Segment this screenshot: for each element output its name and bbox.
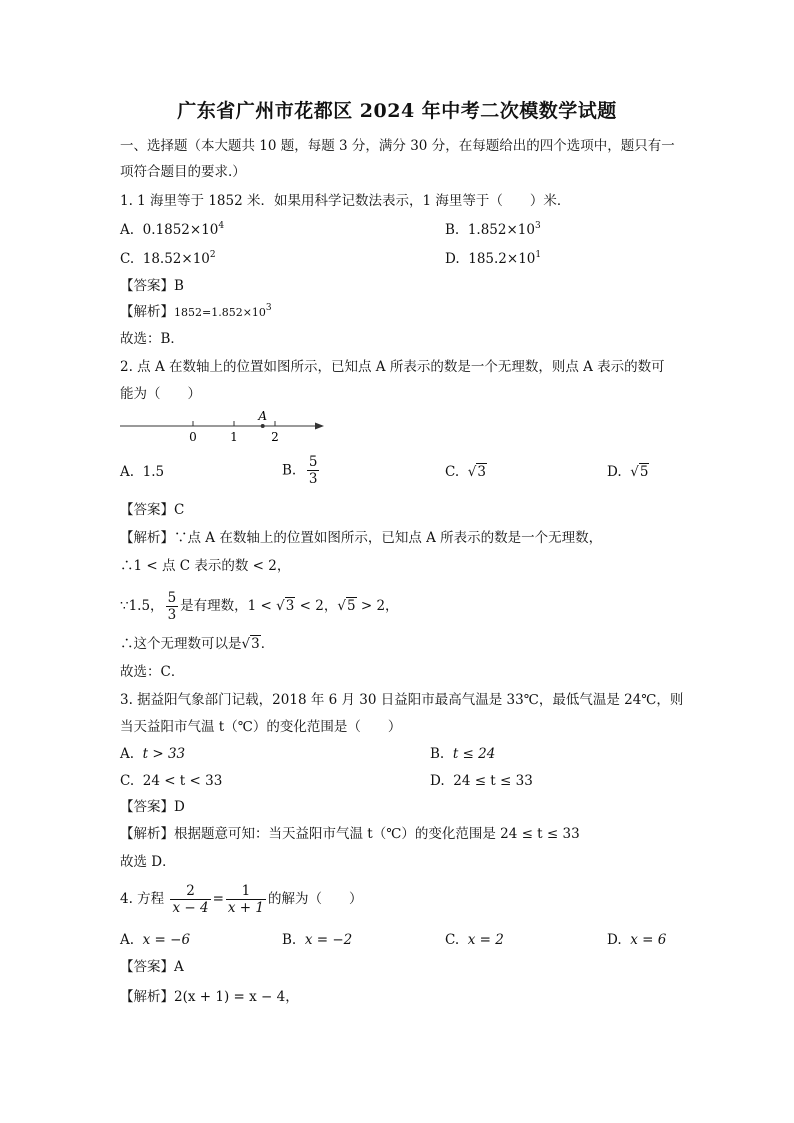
option-label: D. [430, 773, 445, 789]
option-value: t > 33 [142, 746, 186, 762]
stem-text: 4. 方程 [120, 891, 165, 907]
q2-option-d [607, 462, 649, 482]
q4-option-c [445, 930, 504, 950]
radicand: 3 [477, 464, 486, 480]
square-root: √3 [467, 464, 486, 480]
q2-analysis-line-2: ∴1 < 点 C 表示的数 < 2， [120, 558, 291, 574]
fraction-lhs [170, 883, 210, 916]
fraction-rhs [226, 883, 266, 916]
option-value: x = −2 [304, 932, 353, 948]
analysis-text: 是有理数，1 < [180, 598, 272, 614]
option-label: C. [445, 464, 460, 480]
option-label: A. [120, 464, 135, 480]
section-heading-line-2: 项符合题目的要求.） [120, 164, 246, 180]
equals-sign: = [212, 891, 224, 907]
q2-analysis-line-4 [120, 634, 274, 654]
q3-option-b [430, 744, 495, 764]
q1-option-d [445, 249, 541, 269]
q1-option-b [445, 220, 541, 240]
q4-option-a [120, 930, 190, 950]
radicand: 5 [639, 464, 649, 480]
option-label: B. [445, 222, 460, 238]
option-label: B. [282, 462, 297, 479]
stem-text: 的解为（ ） [268, 891, 363, 907]
option-value: 18.52×10 [142, 251, 210, 267]
option-exponent: 1 [535, 250, 542, 260]
q1-option-a [120, 220, 224, 240]
option-value: x = −6 [142, 932, 191, 948]
square-root: √5 [337, 598, 356, 614]
option-value: 1.852×10 [467, 222, 535, 238]
q4-stem [120, 883, 363, 916]
option-label: C. [120, 251, 135, 267]
fraction-numerator: 2 [170, 883, 210, 900]
analysis-exponent: 3 [265, 303, 272, 313]
option-label: D. [607, 464, 622, 480]
option-label: B. [282, 932, 297, 948]
option-value: 0.1852×10 [142, 222, 219, 238]
q1-stem: 1. 1 海里等于 1852 米．如果用科学记数法表示，1 海里等于（ ）米． [120, 193, 571, 209]
q2-analysis-line-1: 【解析】∵点 A 在数轴上的位置如图所示，已知点 A 所表示的数是一个无理数， [120, 530, 603, 546]
q1-analysis [120, 302, 272, 323]
page-title: 广东省广州市花都区 2024 年中考二次模数学试题 [177, 100, 617, 122]
q3-option-d [430, 771, 533, 791]
option-exponent: 3 [534, 221, 541, 231]
fraction-denominator: 3 [308, 471, 318, 487]
analysis-text: ∴这个无理数可以是 [120, 636, 242, 652]
q1-select: 故选：B． [120, 331, 184, 347]
fraction-denominator: 3 [167, 607, 177, 623]
option-label: D. [607, 932, 622, 948]
q2-select: 故选：C． [120, 664, 185, 680]
radicand: 5 [346, 598, 356, 614]
fraction-numerator: 5 [308, 454, 318, 470]
analysis-text: < 2， [299, 598, 338, 614]
q2-option-c [445, 462, 487, 482]
option-label: A. [120, 746, 135, 762]
option-value: 1.5 [142, 464, 165, 480]
option-value: 24 < t < 33 [142, 773, 223, 789]
q3-select: 故选 D． [120, 854, 176, 870]
section-heading-line-1: 一、选择题（本大题共 10 题，每题 3 分，满分 30 分，在每题给出的四个选项中，题只有一 [120, 138, 675, 154]
fraction-denominator: x + 1 [227, 900, 264, 916]
q2-answer: 【答案】C [120, 502, 185, 518]
analysis-text: ． [260, 636, 275, 652]
q2-analysis-line-3 [120, 590, 399, 623]
point-a-dot [261, 424, 265, 428]
q4-answer: 【答案】A [120, 959, 184, 975]
q3-analysis: 【解析】根据题意可知：当天益阳市气温 t（℃）的变化范围是 24 ≤ t ≤ 33 [120, 826, 580, 842]
tick-label-1: 1 [230, 430, 238, 444]
option-value: x = 6 [630, 932, 667, 948]
fraction [307, 454, 320, 487]
option-exponent: 4 [218, 221, 225, 231]
q1-option-c [120, 249, 216, 269]
analysis-expression: 1852=1.852×10 [174, 306, 266, 319]
fraction-denominator: x − 4 [172, 900, 209, 916]
option-value: 185.2×10 [468, 251, 536, 267]
option-label: A. [120, 932, 135, 948]
q3-option-a [120, 744, 185, 764]
option-label: D. [445, 251, 460, 267]
q3-option-c [120, 771, 222, 791]
q2-option-b [282, 454, 321, 487]
tick-label-2: 2 [271, 430, 279, 444]
q2-stem-line-1: 2. 点 A 在数轴上的位置如图所示，已知点 A 所表示的数是一个无理数，则点 A 表示的数可 [120, 359, 665, 375]
analysis-text: ∵1.5， [120, 598, 164, 614]
q4-option-d [607, 930, 666, 950]
option-exponent: 2 [209, 250, 216, 260]
square-root: √3 [241, 636, 260, 652]
fraction-numerator: 1 [226, 883, 266, 900]
option-label: A. [120, 222, 135, 238]
number-line-arrow [315, 423, 324, 430]
radicand: 3 [285, 598, 295, 614]
point-a-label: A [258, 409, 268, 423]
analysis-text: > 2， [360, 598, 399, 614]
q3-stem-line-1: 3. 据益阳气象部门记载，2018 年 6 月 30 日益阳市最高气温是 33℃，最低气温是 24℃，则 [120, 692, 684, 708]
q1-answer: 【答案】B [120, 278, 184, 294]
q4-option-b [282, 930, 352, 950]
q3-answer: 【答案】D [120, 799, 185, 815]
option-label: C. [445, 932, 460, 948]
number-line-figure [118, 406, 328, 444]
option-label: C. [120, 773, 135, 789]
tick-label-0: 0 [189, 430, 197, 444]
analysis-label: 【解析】 [120, 304, 174, 320]
fraction [166, 590, 179, 623]
radicand: 3 [251, 636, 260, 652]
q2-option-a [120, 462, 164, 482]
q3-stem-line-2: 当天益阳市气温 t（℃）的变化范围是（ ） [120, 719, 402, 735]
fraction-numerator: 5 [167, 590, 177, 606]
option-label: B. [430, 746, 445, 762]
q4-analysis: 【解析】2(x + 1) = x − 4， [120, 989, 299, 1005]
option-value: x = 2 [467, 932, 504, 948]
square-root: √3 [276, 598, 295, 614]
square-root: √5 [630, 464, 649, 480]
option-value: t ≤ 24 [452, 746, 496, 762]
option-value: 24 ≤ t ≤ 33 [453, 773, 533, 789]
q2-stem-line-2: 能为（ ） [120, 386, 201, 402]
